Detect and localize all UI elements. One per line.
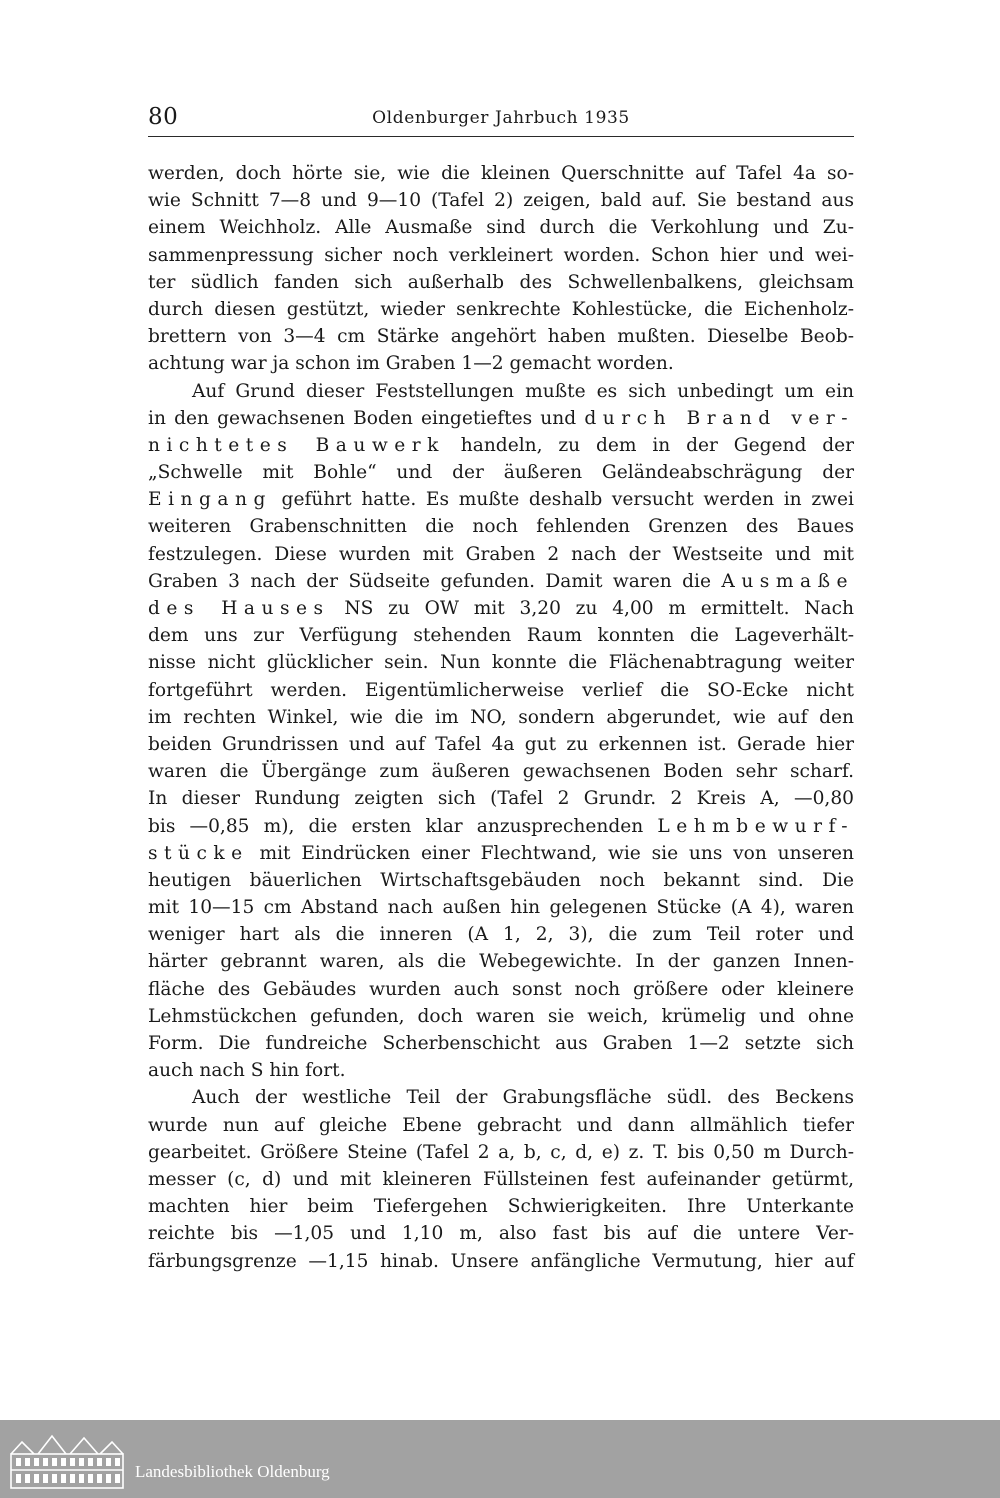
text-line: nisse nicht glücklicher sein. Nun konnte die Flächenabtragung weiter <box>148 652 854 674</box>
library-building-icon <box>8 1430 126 1492</box>
text-line: heutigen bäuerlichen Wirtschaftsgebäuden noch bekannt sind. Die <box>148 869 854 891</box>
text-line: machten hier beim Tiefergehen Schwierigkeiten. Ihre Unterkante <box>148 1196 854 1218</box>
text-line: Eingang geführt hatte. Es mußte deshalb versucht werden in zwei <box>148 489 854 511</box>
text-line: bis —0,85 m), die ersten klar anzusprechenden Lehmbewurf- <box>148 815 854 837</box>
body-text <box>148 160 854 1275</box>
emphasis-text: durch Brand ver- <box>584 407 855 429</box>
text-line: weniger hart als die inneren (A 1, 2, 3), die zum Teil roter und <box>148 924 854 946</box>
text-line: dem uns zur Verfügung stehenden Raum konnten die Lageverhält- <box>148 625 854 647</box>
text-line: in den gewachsenen Boden eingetieftes und durch Brand ver- <box>148 407 855 429</box>
text-line: festzulegen. Diese wurden mit Graben 2 nach der Westseite und mit <box>148 543 854 565</box>
text-line: reichte bis —1,05 und 1,10 m, also fast bis auf die untere Ver- <box>148 1223 854 1245</box>
emphasis-text: Lehmbewurf- <box>657 815 854 837</box>
text-line: gearbeitet. Größere Steine (Tafel 2 a, b, c, d, e) z. T. bis 0,50 m Durch- <box>148 1141 854 1163</box>
text-line: mit 10—15 cm Abstand nach außen hin gelegenen Stücke (A 4), waren <box>148 897 854 919</box>
text-line: härter gebrannt waren, als die Webegewichte. In der ganzen Innen- <box>148 951 854 973</box>
text-line: durch diesen gestützt, wieder senkrechte Kohlestücke, die Eichenholz- <box>148 298 854 320</box>
text-line: „Schwelle mit Bohle“ und der äußeren Geländeabschrägung der <box>148 462 854 484</box>
text-line: stücke mit Eindrücken einer Flechtwand, wie sie uns von unseren <box>148 842 854 864</box>
emphasis-text: Ausmaße <box>721 570 854 592</box>
text-line: sammenpressung sicher noch verkleinert worden. Schon hier und wei- <box>148 244 854 266</box>
page-header <box>148 102 854 137</box>
emphasis-text: nichtetes Bauwerk <box>148 434 445 456</box>
text-line: einem Weichholz. Alle Ausmaße sind durch die Verkohlung und Zu- <box>148 217 854 239</box>
text-line: wie Schnitt 7—8 und 9—10 (Tafel 2) zeigen, bald auf. Sie bestand aus <box>148 190 854 212</box>
emphasis-text: stücke <box>148 842 249 864</box>
text-line: Lehmstückchen gefunden, doch waren sie weich, krümelig und ohne <box>148 1005 854 1027</box>
text-line: fläche des Gebäudes wurden auch sonst noch größere oder kleinere <box>148 978 854 1000</box>
text-line: des Hauses NS zu OW mit 3,20 zu 4,00 m ermittelt. Nach <box>148 598 854 619</box>
text-line: färbungsgrenze —1,15 hinab. Unsere anfängliche Vermutung, hier auf <box>148 1250 854 1272</box>
text-line: beiden Grundrissen und auf Tafel 4a gut zu erkennen ist. Gerade hier <box>148 733 854 755</box>
text-line: In dieser Rundung zeigten sich (Tafel 2 Grundr. 2 Kreis A, —0,80 <box>148 788 854 810</box>
library-footer-bar <box>0 1420 1000 1498</box>
text-line: fortgeführt werden. Eigentümlicherweise verlief die SO-Ecke nicht <box>148 679 854 701</box>
text-line: brettern von 3—4 cm Stärke angehört haben mußten. Dieselbe Beob- <box>148 326 854 348</box>
text-line: Auf Grund dieser Feststellungen mußte es sich unbedingt um ein <box>192 380 854 402</box>
text-line: im rechten Winkel, wie die im NO, sondern abgerundet, wie auf den <box>148 706 854 728</box>
emphasis-text: des Hauses <box>148 598 330 619</box>
text-line: Form. Die fundreiche Scherbenschicht aus Graben 1—2 setzte sich <box>148 1033 854 1054</box>
text-line: achtung war ja schon im Graben 1—2 gemacht worden. <box>148 353 674 375</box>
text-line: weiteren Grabenschnitten die noch fehlenden Grenzen des Baues <box>148 516 854 538</box>
text-line: nichtetes Bauwerk handeln, zu dem in der Gegend der <box>148 434 854 456</box>
library-name: Landesbibliothek Oldenburg <box>135 1462 330 1481</box>
text-line: waren die Übergänge zum äußeren gewachsenen Boden sehr scharf. <box>148 761 854 783</box>
text-line: werden, doch hörte sie, wie die kleinen Querschnitte auf Tafel 4a so- <box>148 163 854 184</box>
emphasis-text: Eingang <box>148 489 272 511</box>
text-line: messer (c, d) und mit kleineren Füllsteinen fest aufeinander getürmt, <box>148 1168 854 1190</box>
page-number: 80 <box>148 104 179 130</box>
text-line: Graben 3 nach der Südseite gefunden. Damit waren die Ausmaße <box>148 570 854 592</box>
text-line: Auch der westliche Teil der Grabungsfläche südl. des Beckens <box>192 1087 854 1109</box>
running-title: Oldenburger Jahrbuch 1935 <box>372 108 630 128</box>
text-line: ter südlich fanden sich außerhalb des Schwellenbalkens, gleichsam <box>148 271 854 293</box>
text-line: wurde nun auf gleiche Ebene gebracht und dann allmählich tiefer <box>148 1114 854 1136</box>
text-line: auch nach S hin fort. <box>148 1060 346 1082</box>
